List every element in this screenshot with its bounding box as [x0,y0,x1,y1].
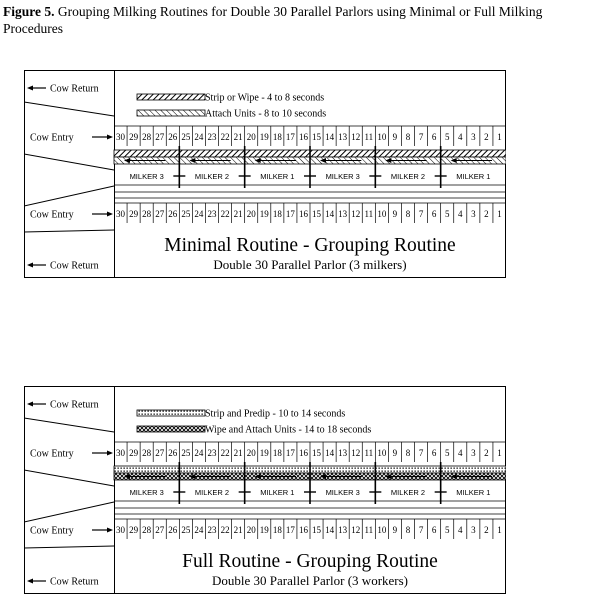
stall-number-top: 28 [142,132,152,142]
stall-number-top: 27 [155,448,165,458]
stall-number-bottom: 12 [351,209,361,219]
stall-number-top: 7 [418,448,424,458]
figure-label: Figure 5. [3,4,55,19]
stall-number-top: 14 [325,448,335,458]
legend-swatch [137,110,205,116]
stall-number-bottom: 14 [325,525,335,535]
stall-number-bottom: 23 [207,525,217,535]
stall-number-top: 24 [194,448,204,458]
stall-number-top: 8 [405,132,411,142]
legend-label: Wipe and Attach Units - 14 to 18 seconds [205,424,372,436]
stall-number-top: 3 [471,132,476,142]
stall-number-bottom: 5 [444,525,450,535]
stall-number-top: 15 [312,448,322,458]
stall-number-top: 11 [364,448,374,458]
stall-number-bottom: 19 [259,525,269,535]
stall-number-bottom: 25 [181,525,191,535]
lane-line [24,102,114,116]
stall-number-top: 24 [194,132,204,142]
stall-number-bottom: 27 [155,525,165,535]
stall-number-top: 2 [484,132,489,142]
stall-number-bottom: 3 [471,209,476,219]
stall-number-bottom: 22 [220,209,230,219]
stall-number-bottom: 18 [272,525,282,535]
stall-number-bottom: 4 [458,209,463,219]
stall-number-top: 12 [351,132,361,142]
stall-number-top: 9 [392,132,398,142]
legend-label: Strip and Predip - 10 to 14 seconds [205,408,346,420]
stall-number-top: 5 [444,132,450,142]
stall-number-bottom: 8 [405,525,411,535]
legend-swatch [137,410,205,416]
stall-number-bottom: 2 [484,525,489,535]
stall-number-bottom: 30 [116,209,126,219]
stall-number-bottom: 26 [168,525,178,535]
stall-number-top: 23 [207,132,217,142]
stall-number-top: 23 [207,448,217,458]
stall-number-top: 8 [405,448,411,458]
stall-number-bottom: 22 [220,525,230,535]
stall-number-top: 11 [364,132,374,142]
stall-number-top: 19 [259,132,269,142]
stall-number-top: 17 [285,448,295,458]
milker-label: MILKER 2 [194,488,230,497]
stall-number-bottom: 13 [338,525,348,535]
stall-number-top: 12 [351,448,361,458]
stall-number-top: 2 [484,448,489,458]
legend-swatch [137,94,205,100]
stall-number-top: 3 [471,448,476,458]
stall-number-bottom: 17 [285,525,295,535]
milker-label: MILKER 1 [456,172,491,181]
left-arrow-icon [27,263,33,268]
stall-number-bottom: 2 [484,209,489,219]
stall-number-bottom: 6 [431,525,437,535]
milker-label: MILKER 1 [456,488,491,497]
full-routine-diagram [24,386,506,594]
stall-number-bottom: 10 [377,209,387,219]
cow-return-bottom-label: Cow Return [50,260,99,272]
stall-number-top: 18 [272,448,282,458]
milker-label: MILKER 3 [129,488,164,497]
stall-number-bottom: 16 [298,525,308,535]
stall-number-top: 16 [298,132,308,142]
stall-number-top: 15 [312,132,322,142]
routine-title: Minimal Routine - Grouping Routine [164,235,456,256]
routine-subtitle: Double 30 Parallel Parlor (3 milkers) [213,257,407,272]
right-arrow-icon [107,212,113,217]
stall-number-bottom: 8 [405,209,411,219]
right-arrow-icon [107,528,113,533]
stall-number-top: 10 [377,132,387,142]
lane-line [24,186,114,206]
stall-number-bottom: 6 [431,209,437,219]
stall-number-top: 9 [392,448,398,458]
cow-entry-bottom-label: Cow Entry [30,525,74,537]
stall-number-bottom: 1 [497,209,502,219]
cow-return-top-label: Cow Return [50,83,99,95]
cow-return-bottom-label: Cow Return [50,576,99,588]
stall-number-top: 26 [168,132,178,142]
legend-label: Strip or Wipe - 4 to 8 seconds [205,92,325,104]
stall-number-top: 25 [181,448,191,458]
stall-number-top: 20 [246,448,256,458]
stall-number-bottom: 29 [129,209,139,219]
stall-number-top: 30 [116,448,126,458]
right-arrow-icon [107,451,113,456]
stall-number-bottom: 23 [207,209,217,219]
stall-number-top: 13 [338,132,348,142]
stall-number-top: 6 [431,448,437,458]
stall-number-bottom: 14 [325,209,335,219]
stall-number-bottom: 25 [181,209,191,219]
stall-number-bottom: 7 [418,525,424,535]
stall-number-top: 13 [338,448,348,458]
stall-number-top: 1 [497,132,502,142]
stall-number-bottom: 28 [142,209,152,219]
stall-number-bottom: 9 [392,209,398,219]
milker-label: MILKER 3 [325,172,360,181]
stall-number-bottom: 18 [272,209,282,219]
stall-number-bottom: 21 [233,525,243,535]
milker-label: MILKER 3 [129,172,164,181]
stall-number-top: 10 [377,448,387,458]
stall-number-top: 21 [233,448,243,458]
figure-caption [3,3,595,37]
stall-number-bottom: 24 [194,209,204,219]
stall-number-top: 21 [233,132,243,142]
stall-number-top: 26 [168,448,178,458]
stall-number-top: 29 [129,448,139,458]
stall-number-top: 14 [325,132,335,142]
left-arrow-icon [27,579,33,584]
stall-number-top: 17 [285,132,295,142]
stall-number-bottom: 20 [246,209,256,219]
left-arrow-icon [27,86,33,91]
stall-number-bottom: 15 [312,525,322,535]
stall-number-top: 5 [444,448,450,458]
stall-number-bottom: 30 [116,525,126,535]
milker-label: MILKER 1 [260,488,295,497]
stall-number-top: 28 [142,448,152,458]
stall-number-bottom: 15 [312,209,322,219]
stall-number-bottom: 13 [338,209,348,219]
stall-number-bottom: 20 [246,525,256,535]
stall-number-bottom: 12 [351,525,361,535]
stall-number-top: 30 [116,132,126,142]
lane-line [24,546,114,548]
stall-number-bottom: 16 [298,209,308,219]
stall-number-top: 18 [272,132,282,142]
stall-number-top: 20 [246,132,256,142]
milker-label: MILKER 3 [325,488,360,497]
stall-number-bottom: 17 [285,209,295,219]
stall-number-top: 25 [181,132,191,142]
lane-line [24,154,114,170]
milker-label: MILKER 2 [194,172,230,181]
stall-number-bottom: 29 [129,525,139,535]
legend-label: Attach Units - 8 to 10 seconds [205,108,327,120]
cow-entry-top-label: Cow Entry [30,448,74,460]
stall-number-top: 29 [129,132,139,142]
full-routine-panel [24,386,506,594]
routine-subtitle: Double 30 Parallel Parlor (3 workers) [211,573,409,588]
cow-return-top-label: Cow Return [50,399,99,411]
stall-number-bottom: 24 [194,525,204,535]
stall-number-bottom: 5 [444,209,450,219]
stall-number-top: 1 [497,448,502,458]
stall-number-top: 7 [418,132,424,142]
milker-label: MILKER 2 [390,172,426,181]
lane-line [24,418,114,432]
stall-number-top: 27 [155,132,165,142]
stall-number-bottom: 26 [168,209,178,219]
lane-line [24,502,114,522]
lane-line [24,470,114,486]
legend-swatch [137,426,205,432]
stall-number-bottom: 27 [155,209,165,219]
stall-number-bottom: 9 [392,525,398,535]
stall-number-top: 22 [220,132,230,142]
milker-label: MILKER 2 [390,488,426,497]
stall-number-top: 6 [431,132,437,142]
stall-number-bottom: 28 [142,525,152,535]
milker-label: MILKER 1 [260,172,295,181]
stall-number-bottom: 1 [497,525,502,535]
cow-entry-bottom-label: Cow Entry [30,209,74,221]
stall-number-bottom: 4 [458,525,463,535]
left-arrow-icon [27,402,33,407]
stall-number-bottom: 11 [364,525,374,535]
stall-number-bottom: 19 [259,209,269,219]
stall-number-top: 19 [259,448,269,458]
stall-number-bottom: 21 [233,209,243,219]
stall-number-bottom: 11 [364,209,374,219]
stall-number-bottom: 7 [418,209,424,219]
stall-number-bottom: 10 [377,525,387,535]
minimal-routine-panel [24,70,506,278]
stall-number-top: 4 [458,448,463,458]
stall-number-top: 22 [220,448,230,458]
stall-number-top: 16 [298,448,308,458]
stall-number-bottom: 3 [471,525,476,535]
figure-caption-text: Grouping Milking Routines for Double 30 Parallel Parlors using Minimal or Full Milking Procedures [3,4,543,36]
lane-line [24,230,114,232]
stall-number-top: 4 [458,132,463,142]
routine-title: Full Routine - Grouping Routine [182,551,438,572]
cow-entry-top-label: Cow Entry [30,132,74,144]
minimal-routine-diagram [24,70,506,278]
right-arrow-icon [107,135,113,140]
